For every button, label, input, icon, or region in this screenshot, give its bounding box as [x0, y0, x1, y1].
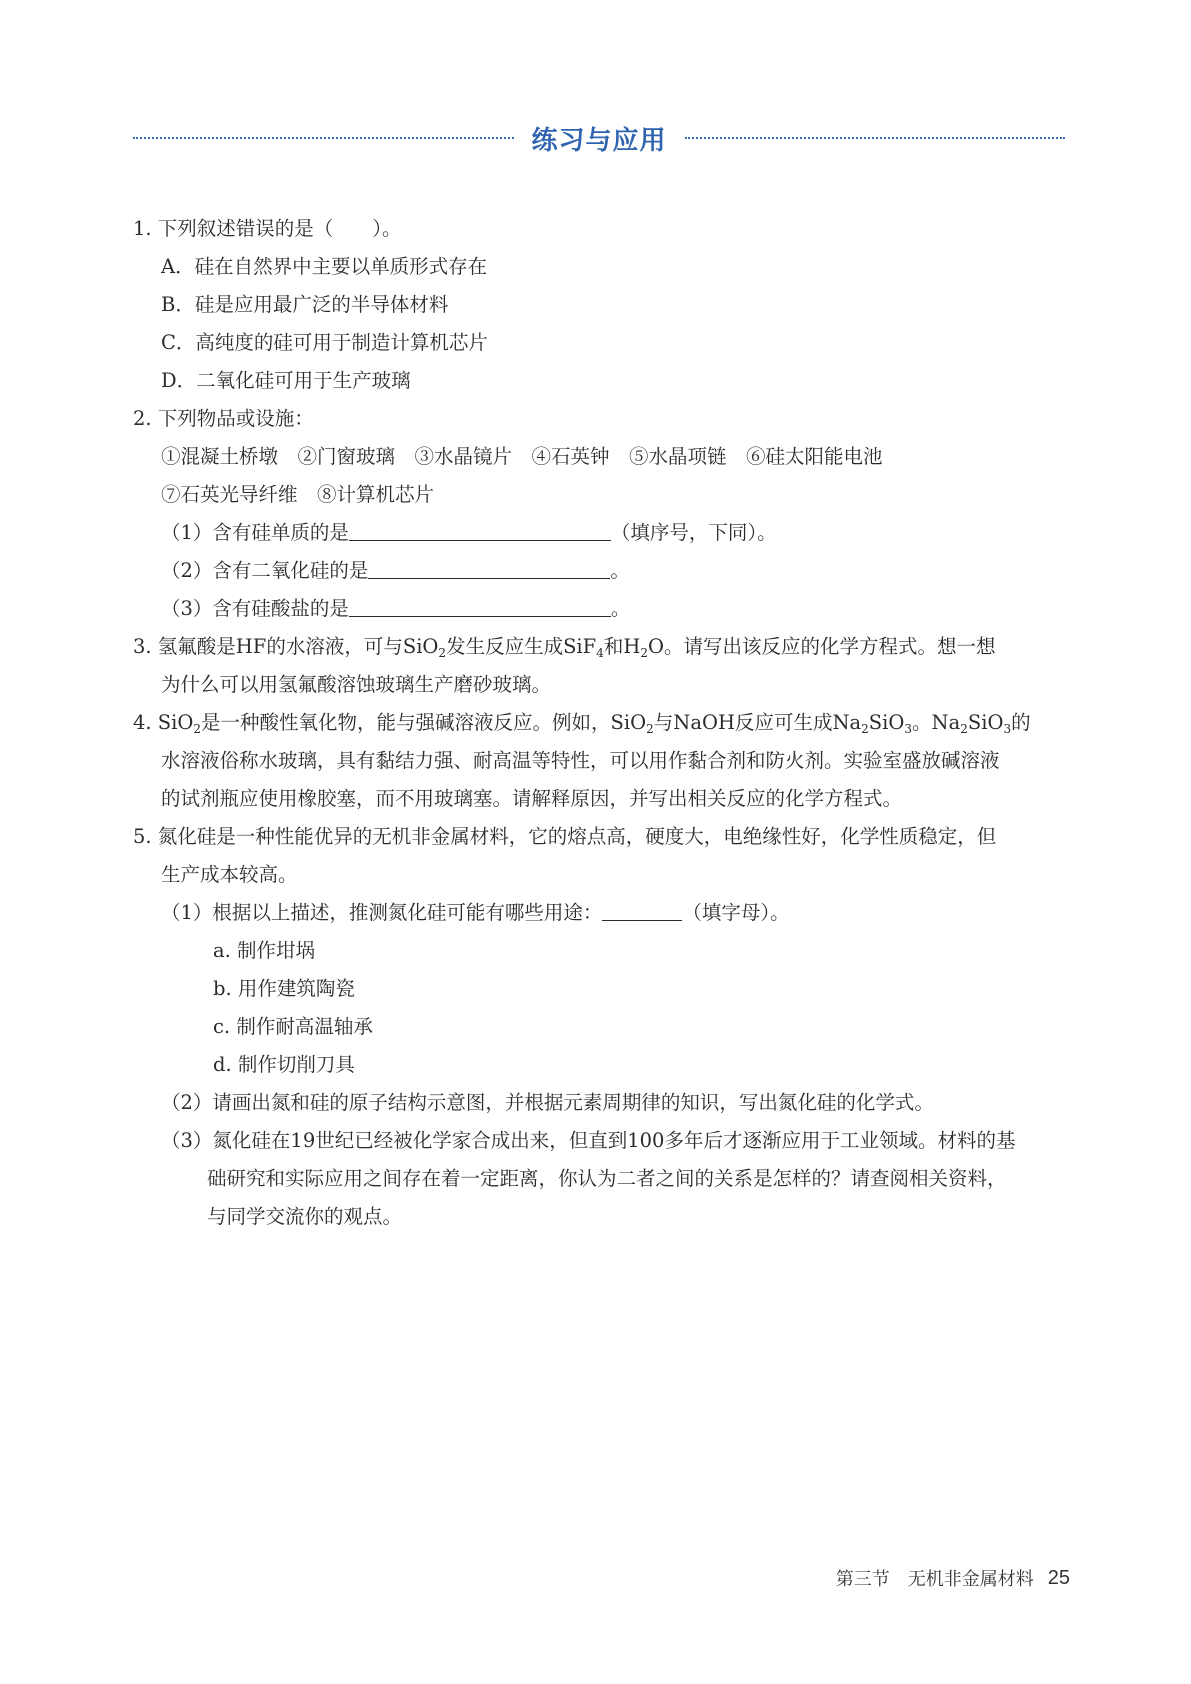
question-4-line-3: 的试剂瓶应使用橡胶塞，而不用玻璃塞。请解释原因，并写出相关反应的化学方程式。: [161, 787, 903, 810]
question-4-text: 。Na: [912, 711, 961, 734]
question-5-line-1: 5. 氮化硅是一种性能优异的无机非金属材料，它的熔点高，硬度大，电绝缘性好，化学性质稳定，但: [133, 825, 997, 848]
question-1-option-b: B．硅是应用最广泛的半导体材料: [161, 293, 449, 316]
subscript: 4: [596, 646, 604, 660]
question-2-items-line-1: ①混凝土桥墩 ②门窗玻璃 ③水晶镜片 ④石英钟 ⑤水晶项链 ⑥硅太阳能电池: [161, 445, 883, 468]
question-1-option-c: C．高纯度的硅可用于制造计算机芯片: [161, 331, 488, 354]
subscript: 2: [438, 646, 447, 660]
question-4-text: 是一种酸性氧化物，能与强碱溶液反应。例如，SiO: [201, 711, 647, 734]
question-2-sub-3-suffix: 。: [610, 597, 631, 620]
subscript: 2: [646, 722, 654, 736]
question-4-text: 4. SiO: [133, 711, 194, 734]
subscript: 3: [904, 722, 913, 736]
question-2-sub-1-suffix: （填序号，下同）。: [610, 521, 777, 544]
question-2-sub-2-suffix: 。: [610, 559, 630, 582]
subscript: 2: [193, 722, 202, 736]
question-3-text: 和H: [603, 635, 641, 658]
answer-blank[interactable]: [368, 554, 610, 579]
question-3-text: 3. 氢氟酸是HF的水溶液，可与SiO: [133, 635, 439, 658]
dotted-rule-right: [685, 137, 1066, 139]
question-5-choice-a: a. 制作坩埚: [213, 939, 316, 962]
question-4-line-1: [133, 704, 1068, 742]
subscript: 2: [960, 722, 968, 736]
answer-blank[interactable]: [349, 516, 611, 541]
question-4-text: SiO: [868, 711, 905, 734]
question-2-sub-3: [133, 590, 1068, 628]
question-2-stem: 2. 下列物品或设施：: [133, 407, 314, 430]
question-5-sub-1-label: （1）根据以上描述，推测氮化硅可能有哪些用途：: [161, 901, 603, 924]
question-3-text: O。请写出该反应的化学方程式。想一想: [648, 635, 996, 658]
question-5-sub-3-line-1: （3）氮化硅在19世纪已经被化学家合成出来，但直到100多年后才逐渐应用于工业领域。材料的基: [161, 1129, 1016, 1152]
question-3-text: 发生反应生成SiF: [446, 635, 597, 658]
question-4-text: 的: [1011, 711, 1031, 734]
subscript: 2: [861, 722, 869, 736]
page-footer: [820, 1563, 1070, 1593]
question-1-option-d: D．二氧化硅可用于生产玻璃: [161, 369, 411, 392]
question-1-stem: 1. 下列叙述错误的是（ ）。: [133, 217, 402, 240]
question-4-text: SiO: [967, 711, 1004, 734]
question-2-sub-1-label: （1）含有硅单质的是: [161, 521, 349, 544]
question-4-line-2: 水溶液俗称水玻璃，具有黏结力强、耐高温等特性，可以用作黏合剂和防火剂。实验室盛放碱溶液: [161, 749, 1000, 772]
question-5-sub-1: [133, 894, 1068, 932]
question-5-sub-2: （2）请画出氮和硅的原子结构示意图，并根据元素周期律的知识，写出氮化硅的化学式。: [161, 1091, 934, 1114]
question-2-sub-2-label: （2）含有二氧化硅的是: [161, 559, 369, 582]
question-3-line-1: [133, 628, 1068, 666]
footer-section-title: 第三节 无机非金属材料: [835, 1569, 1034, 1590]
question-2-items-line-2: ⑦石英光导纤维 ⑧计算机芯片: [161, 483, 435, 506]
question-2-sub-2: [133, 552, 1068, 590]
question-5-choice-b: b. 用作建筑陶瓷: [213, 977, 355, 1000]
question-5-sub-3-line-3: 与同学交流你的观点。: [207, 1205, 403, 1228]
subscript: 2: [640, 646, 648, 660]
dotted-rule-left: [133, 137, 514, 139]
question-5-choice-d: d. 制作切削刀具: [213, 1053, 355, 1076]
answer-blank[interactable]: [602, 896, 682, 921]
question-2-sub-3-label: （3）含有硅酸盐的是: [161, 597, 349, 620]
question-5-line-2: 生产成本较高。: [161, 863, 298, 886]
question-5-sub-1-suffix: （填字母）。: [682, 901, 790, 924]
question-1-option-a: A．硅在自然界中主要以单质形式存在: [161, 255, 488, 278]
section-title: 练习与应用: [531, 125, 667, 156]
question-5-sub-3-line-2: 础研究和实际应用之间存在着一定距离，你认为二者之间的关系是怎样的？请查阅相关资料，: [207, 1167, 1007, 1190]
section-header: [133, 118, 1065, 158]
question-3-line-2: 为什么可以用氢氟酸溶蚀玻璃生产磨砂玻璃。: [161, 673, 552, 696]
page-number: 25: [1047, 1566, 1070, 1589]
question-5-choice-c: c. 制作耐高温轴承: [213, 1015, 373, 1038]
question-4-text: 与NaOH反应可生成Na: [653, 711, 862, 734]
answer-blank[interactable]: [349, 592, 611, 617]
question-2-sub-1: [133, 514, 1068, 552]
exercise-content: [133, 210, 1068, 1236]
subscript: 3: [1003, 722, 1012, 736]
